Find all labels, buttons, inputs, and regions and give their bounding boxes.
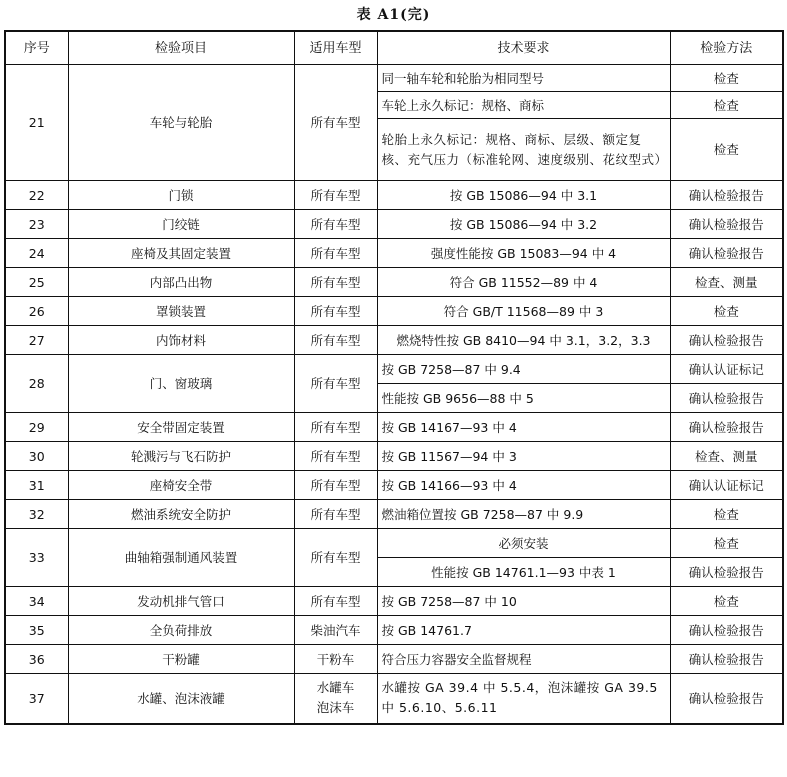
cell-method: 确认检验报告 [670,181,783,210]
cell-tech: 按 GB 7258—87 中 10 [377,587,670,616]
inspection-table [4,30,784,725]
cell-method: 确认认证标记 [670,471,783,500]
table-row [5,181,783,210]
cell-method: 检查 [670,119,783,181]
cell-no: 23 [5,210,68,239]
vehicle-line: 水罐车 [316,680,355,696]
cell-method: 检查 [670,587,783,616]
cell-method: 检查 [670,529,783,558]
cell-item: 罩锁装置 [68,297,294,326]
cell-no: 37 [5,674,68,724]
cell-tech: 轮胎上永久标记：规格、商标、层级、额定复核、充气压力（标准轮网、速度级别、花纹型式） [377,119,670,181]
cell-vehicle: 所有车型 [294,210,377,239]
cell-vehicle: 所有车型 [294,326,377,355]
cell-method: 确认检验报告 [670,616,783,645]
cell-no: 34 [5,587,68,616]
cell-tech: 按 GB 14167—93 中 4 [377,413,670,442]
cell-vehicle: 所有车型 [294,442,377,471]
cell-vehicle: 所有车型 [294,471,377,500]
cell-method: 确认检验报告 [670,674,783,724]
cell-vehicle: 所有车型 [294,268,377,297]
cell-no: 28 [5,355,68,413]
cell-method: 检查、测量 [670,268,783,297]
cell-tech: 按 GB 11567—94 中 3 [377,442,670,471]
cell-vehicle: 所有车型 [294,297,377,326]
vehicle-line: 泡沫车 [316,700,355,716]
cell-item: 门绞链 [68,210,294,239]
cell-vehicle: 所有车型 [294,65,377,181]
cell-no: 26 [5,297,68,326]
table-row [5,239,783,268]
cell-vehicle: 所有车型 [294,529,377,587]
cell-vehicle: 所有车型 [294,355,377,413]
table-row [5,65,783,92]
cell-item: 门锁 [68,181,294,210]
header-vehicle: 适用车型 [294,31,377,65]
table-row [5,210,783,239]
cell-vehicle [294,674,377,724]
cell-method: 确认检验报告 [670,558,783,587]
table-row [5,529,783,558]
cell-item: 干粉罐 [68,645,294,674]
cell-item: 内饰材料 [68,326,294,355]
cell-method: 确认检验报告 [670,326,783,355]
cell-no: 22 [5,181,68,210]
cell-vehicle: 所有车型 [294,239,377,268]
cell-tech: 按 GB 7258—87 中 9.4 [377,355,670,384]
cell-method: 检查 [670,92,783,119]
cell-tech: 燃油箱位置按 GB 7258—87 中 9.9 [377,500,670,529]
cell-tech: 同一轴车轮和轮胎为相同型号 [377,65,670,92]
cell-item: 燃油系统安全防护 [68,500,294,529]
cell-no: 25 [5,268,68,297]
cell-tech: 按 GB 15086—94 中 3.1 [377,181,670,210]
cell-method: 检查、测量 [670,442,783,471]
table-row [5,500,783,529]
cell-method: 检查 [670,500,783,529]
cell-no: 21 [5,65,68,181]
cell-item: 车轮与轮胎 [68,65,294,181]
cell-tech: 按 GB 15086—94 中 3.2 [377,210,670,239]
cell-method: 确认检验报告 [670,210,783,239]
cell-method: 确认检验报告 [670,384,783,413]
table-row [5,268,783,297]
table-row [5,355,783,384]
cell-item: 安全带固定装置 [68,413,294,442]
cell-vehicle: 所有车型 [294,587,377,616]
cell-item: 发动机排气管口 [68,587,294,616]
cell-no: 27 [5,326,68,355]
cell-vehicle: 所有车型 [294,500,377,529]
cell-item: 轮溅污与飞石防护 [68,442,294,471]
cell-tech: 必须安装 [377,529,670,558]
cell-no: 31 [5,471,68,500]
cell-no: 33 [5,529,68,587]
cell-vehicle: 所有车型 [294,181,377,210]
cell-tech: 燃烧特性按 GB 8410—94 中 3.1，3.2，3.3 [377,326,670,355]
cell-tech: 车轮上永久标记：规格、商标 [377,92,670,119]
cell-item: 座椅安全带 [68,471,294,500]
table-row [5,616,783,645]
cell-no: 29 [5,413,68,442]
table-row [5,471,783,500]
header-row [5,31,783,65]
cell-no: 36 [5,645,68,674]
cell-vehicle: 柴油汽车 [294,616,377,645]
cell-method: 检查 [670,65,783,92]
header-tech: 技术要求 [377,31,670,65]
table-row [5,297,783,326]
header-method: 检验方法 [670,31,783,65]
table-caption: 表 A1(完) [356,7,431,23]
cell-vehicle: 干粉车 [294,645,377,674]
cell-method: 确认检验报告 [670,239,783,268]
cell-tech: 符合 GB/T 11568—89 中 3 [377,297,670,326]
cell-tech: 性能按 GB 9656—88 中 5 [377,384,670,413]
table-row [5,413,783,442]
cell-method: 确认认证标记 [670,355,783,384]
cell-method: 确认检验报告 [670,645,783,674]
cell-item: 门、窗玻璃 [68,355,294,413]
table-row [5,674,783,724]
cell-tech: 性能按 GB 14761.1—93 中表 1 [377,558,670,587]
table-row [5,587,783,616]
cell-tech: 符合压力容器安全监督规程 [377,645,670,674]
header-no: 序号 [5,31,68,65]
cell-tech: 水罐按 GA 39.4 中 5.5.4，泡沫罐按 GA 39.5 中 5.6.10、5.6.11 [377,674,670,724]
table-row [5,645,783,674]
cell-tech: 按 GB 14761.7 [377,616,670,645]
cell-item: 全负荷排放 [68,616,294,645]
cell-method: 确认检验报告 [670,413,783,442]
cell-tech: 强度性能按 GB 15083—94 中 4 [377,239,670,268]
table-row [5,326,783,355]
cell-item: 水罐、泡沫液罐 [68,674,294,724]
cell-vehicle: 所有车型 [294,413,377,442]
cell-tech: 按 GB 14166—93 中 4 [377,471,670,500]
cell-no: 30 [5,442,68,471]
cell-no: 24 [5,239,68,268]
cell-method: 检查 [670,297,783,326]
cell-tech: 符合 GB 11552—89 中 4 [377,268,670,297]
header-item: 检验项目 [68,31,294,65]
cell-item: 座椅及其固定装置 [68,239,294,268]
cell-no: 32 [5,500,68,529]
cell-item: 内部凸出物 [68,268,294,297]
table-row [5,442,783,471]
cell-item: 曲轴箱强制通风装置 [68,529,294,587]
cell-no: 35 [5,616,68,645]
